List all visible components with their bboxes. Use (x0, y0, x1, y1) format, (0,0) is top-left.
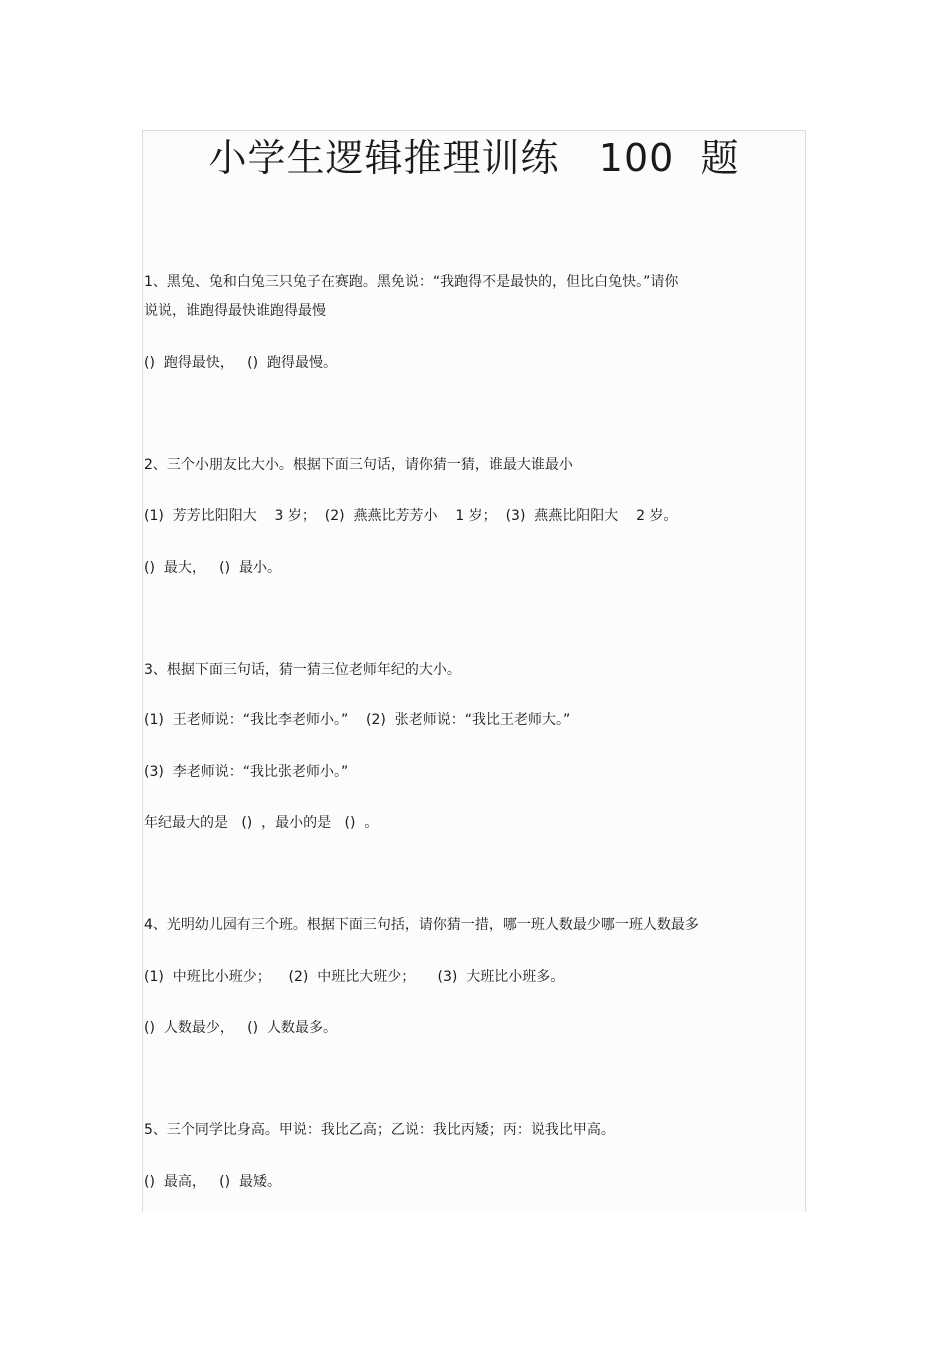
q2-text-line: 2、三个小朋友比大小。根据下面三句话，请你猜一猜，谁最大谁最小 (144, 457, 573, 473)
q4-clues-line: (1) 中班比小班少； (2) 中班比大班少； (3) 大班比小班多。 (144, 969, 565, 985)
q2-clues-line: (1) 芳芳比阳阳大 3 岁； (2) 燕燕比芳芳小 1 岁； (3) 燕燕比阳阳大 2 岁。 (144, 508, 678, 524)
q1-answer-line: () 跑得最快， () 跑得最慢。 (144, 355, 337, 371)
q3-clues-line-1: (1) 王老师说：“我比李老师小。” (2) 张老师说：“我比王老师大。” (144, 712, 571, 728)
q3-clues-line-2: (3) 李老师说：“我比张老师小。” (144, 764, 349, 780)
q5-answer-line: () 最高， () 最矮。 (144, 1174, 281, 1190)
q5-text-line: 5、三个同学比身高。甲说：我比乙高；乙说：我比丙矮；丙：说我比甲高。 (144, 1122, 615, 1138)
q1-text-line-2: 说说，谁跑得最快谁跑得最慢 (144, 303, 326, 319)
q2-answer-line: () 最大， () 最小。 (144, 560, 281, 576)
q4-answer-line: () 人数最少， () 人数最多。 (144, 1020, 337, 1036)
q3-answer-line: 年纪最大的是 () ，最小的是 () 。 (144, 815, 379, 831)
q1-text-line-1: 1、黑兔、兔和白兔三只兔子在赛跑。黑免说：“我跑得不是最快的，但比白兔快。”请你 (144, 274, 679, 290)
q4-text-line: 4、光明幼儿园有三个班。根据下面三句括，请你猜一措，哪一班人数最少哪一班人数最多 (144, 917, 699, 933)
q3-text-line: 3、根据下面三句话，猜一猜三位老师年纪的大小。 (144, 662, 461, 678)
document-title: 小学生逻辑推理训练 100 题 (208, 136, 740, 180)
